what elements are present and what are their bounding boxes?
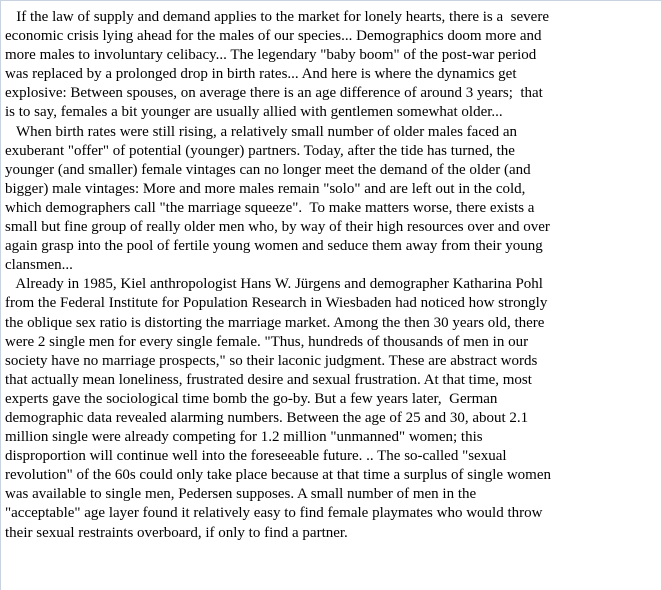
text-line: exuberant "offer" of potential (younger) partners. Today, after the tide has turned, the	[5, 142, 515, 159]
paragraph-1985-study	[5, 275, 661, 542]
text-line: small but fine group of really older men who, by way of their high resources over and over	[5, 219, 550, 236]
text-line: economic crisis lying ahead for the males of our species... Demographics doom more and	[5, 28, 542, 45]
text-line: that actually mean loneliness, frustrated desire and sexual frustration. At that time, most	[5, 371, 532, 388]
text-line: from the Federal Institute for Population Research in Wiesbaden had noticed how strongly	[5, 295, 548, 312]
text-line: demographic data revealed alarming numbers. Between the age of 25 and 30, about 2.1	[5, 409, 529, 426]
paragraph-supply-demand	[5, 8, 661, 123]
text-line: Already in 1985, Kiel anthropologist Hans W. Jürgens and demographer Katharina Pohl	[5, 276, 543, 293]
text-line: was available to single men, Pedersen supposes. A small number of men in the	[5, 486, 477, 503]
text-line: explosive: Between spouses, on average there is an age difference of around 3 years; that	[5, 85, 543, 102]
text-line: society have no marriage prospects," so their laconic judgment. These are abstract words	[5, 352, 538, 369]
text-line: which demographers call "the marriage squeeze". To make matters worse, there exists a	[5, 199, 535, 216]
text-line: clansmen...	[5, 257, 73, 274]
text-line: is to say, females a bit younger are usually allied with gentlemen somewhat older...	[5, 104, 503, 121]
text-line: were 2 single men for every single female. "Thus, hundreds of thousands of men in our	[5, 333, 529, 350]
document-body	[5, 8, 661, 543]
text-line: "acceptable" age layer found it relatively easy to find female playmates who would throw	[5, 505, 543, 522]
text-line: younger (and smaller) female vintages can no longer meet the demand of the older (and	[5, 161, 531, 178]
text-line: the oblique sex ratio is distorting the marriage market. Among the then 30 years old, there	[5, 314, 545, 331]
text-line: bigger) male vintages: More and more males remain "solo" and are left out in the cold,	[5, 180, 526, 197]
text-line: again grasp into the pool of fertile young women and seduce them away from their young	[5, 238, 543, 255]
text-line: experts gave the sociological time bomb the go-by. But a few years later, German	[5, 390, 498, 407]
text-line: If the law of supply and demand applies to the market for lonely hearts, there is a severe	[5, 9, 549, 25]
text-line: was replaced by a prolonged drop in birth rates... And here is where the dynamics get	[5, 66, 517, 83]
text-line: million single were already competing for 1.2 million "unmanned" women; this	[5, 429, 483, 446]
text-line: their sexual restraints overboard, if only to find a partner.	[5, 524, 348, 541]
text-line: When birth rates were still rising, a relatively small number of older males faced an	[5, 123, 518, 140]
text-line: revolution" of the 60s could only take place because at that time a surplus of single women	[5, 467, 551, 484]
text-line: disproportion will continue well into the foreseeable future. .. The so-called "sexual	[5, 448, 507, 465]
text-line: more males to involuntary celibacy... The legendary "baby boom" of the post-war period	[5, 47, 537, 64]
paragraph-birth-rates	[5, 123, 661, 276]
